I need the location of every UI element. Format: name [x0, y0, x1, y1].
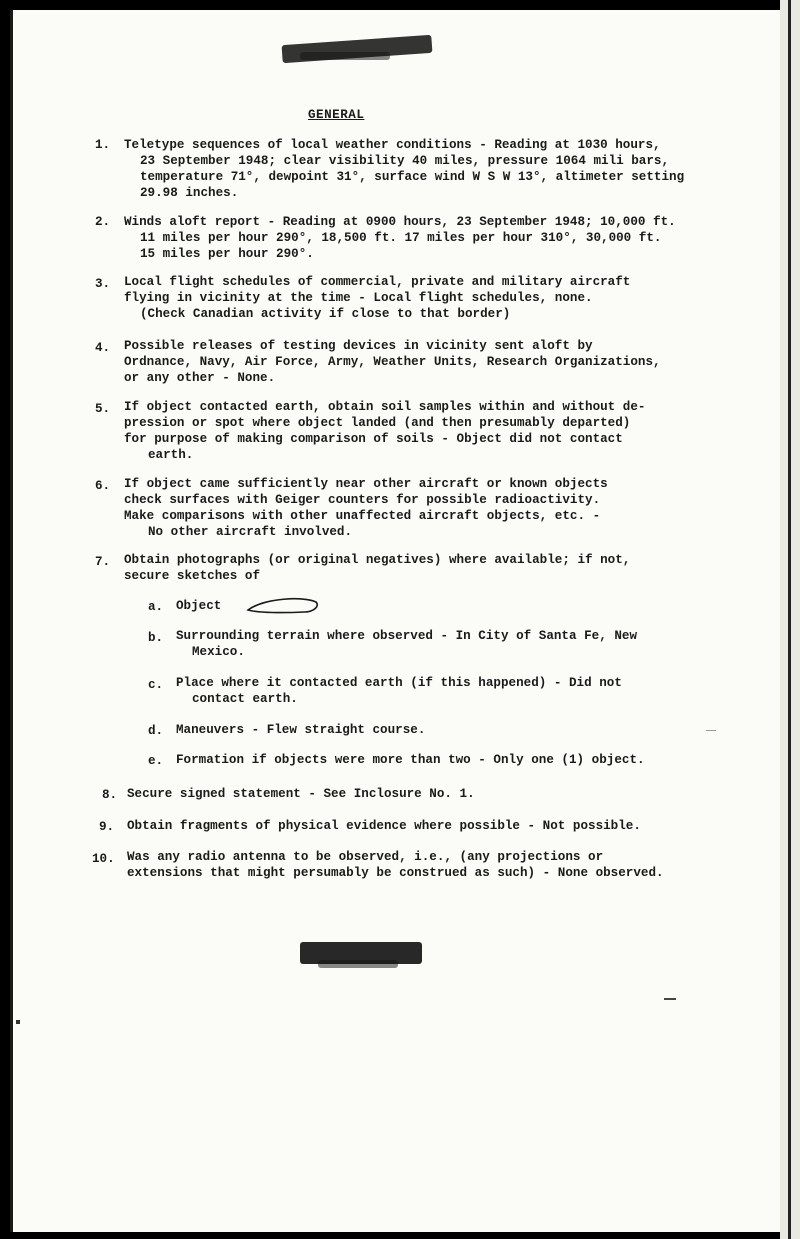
item-number: 5. — [95, 402, 111, 416]
subitem-letter: a. — [148, 600, 164, 614]
subitem-line: Maneuvers - Flew straight course. — [176, 723, 426, 737]
subitem-line: contact earth. — [192, 692, 298, 706]
subitem-line: Surrounding terrain where observed - In City of Santa Fe, New — [176, 629, 638, 643]
item-line: pression or spot where object landed (and then presumably departed) — [124, 416, 631, 430]
item-number: 3. — [95, 277, 111, 291]
item-number: 4. — [95, 341, 111, 355]
item-line: 29.98 inches. — [140, 186, 239, 200]
item-line: If object came sufficiently near other aircraft or known objects — [124, 477, 608, 491]
item-line: Ordnance, Navy, Air Force, Army, Weather Units, Research Organizations, — [124, 355, 661, 369]
item-number: 10. — [92, 852, 115, 866]
subitem-letter: c. — [148, 678, 164, 692]
item-line: Local flight schedules of commercial, private and military aircraft — [124, 275, 631, 289]
item-line: Possible releases of testing devices in vicinity sent aloft by — [124, 339, 593, 353]
item-line: flying in vicinity at the time - Local flight schedules, none. — [124, 291, 593, 305]
item-line: If object contacted earth, obtain soil samples within and without de- — [124, 400, 646, 414]
item-line: secure sketches of — [124, 569, 261, 583]
item-line: Winds aloft report - Reading at 0900 hours, 23 September 1948; 10,000 ft. — [124, 215, 676, 229]
subitem-line: Object — [176, 599, 222, 613]
subitem-line: Formation if objects were more than two - Only one (1) object. — [176, 753, 645, 767]
item-line: Was any radio antenna to be observed, i.e., (any projections or — [127, 850, 604, 864]
scan-edge-strip — [788, 0, 791, 1239]
item-line: No other aircraft involved. — [148, 525, 353, 539]
item-line: check surfaces with Geiger counters for possible radioactivity. — [124, 493, 601, 507]
item-line: Obtain photographs (or original negatives) where available; if not, — [124, 553, 631, 567]
item-line: earth. — [148, 448, 194, 462]
item-line: Teletype sequences of local weather conditions - Reading at 1030 hours, — [124, 138, 661, 152]
scan-speck — [706, 730, 716, 731]
item-number: 9. — [99, 820, 115, 834]
subitem-letter: b. — [148, 631, 164, 645]
subitem-letter: e. — [148, 754, 164, 768]
subitem-line: Mexico. — [192, 645, 245, 659]
item-line: for purpose of making comparison of soils - Object did not contact — [124, 432, 623, 446]
item-number: 1. — [95, 138, 111, 152]
page-title: GENERAL — [308, 108, 365, 122]
scan-speck — [16, 1020, 20, 1024]
item-number: 2. — [95, 215, 111, 229]
item-line: 23 September 1948; clear visibility 40 miles, pressure 1064 mili bars, — [140, 154, 670, 168]
item-line: (Check Canadian activity if close to that border) — [140, 307, 511, 321]
redaction-stamp-bottom-shadow — [318, 960, 398, 968]
item-line: 11 miles per hour 290°, 18,500 ft. 17 miles per hour 310°, 30,000 ft. — [140, 231, 662, 245]
item-line: 15 miles per hour 290°. — [140, 247, 314, 261]
page-edge — [780, 0, 800, 1239]
document-page — [10, 10, 783, 1232]
item-line: extensions that might persumably be construed as such) - None observed. — [127, 866, 664, 880]
item-number: 6. — [95, 479, 111, 493]
item-number: 8. — [102, 788, 118, 802]
redaction-stamp-top-shadow — [300, 52, 390, 60]
item-line: Make comparisons with other unaffected aircraft objects, etc. - — [124, 509, 601, 523]
item-line: temperature 71°, dewpoint 31°, surface wind W S W 13°, altimeter setting — [140, 170, 685, 184]
item-line: or any other - None. — [124, 371, 276, 385]
subitem-line: Place where it contacted earth (if this happened) - Did not — [176, 676, 622, 690]
scan-speck — [664, 998, 676, 1000]
item-line: Obtain fragments of physical evidence where possible - Not possible. — [127, 819, 641, 833]
subitem-letter: d. — [148, 724, 164, 738]
item-line: Secure signed statement - See Inclosure No. 1. — [127, 787, 475, 801]
object-sketch — [244, 596, 322, 616]
item-number: 7. — [95, 555, 111, 569]
